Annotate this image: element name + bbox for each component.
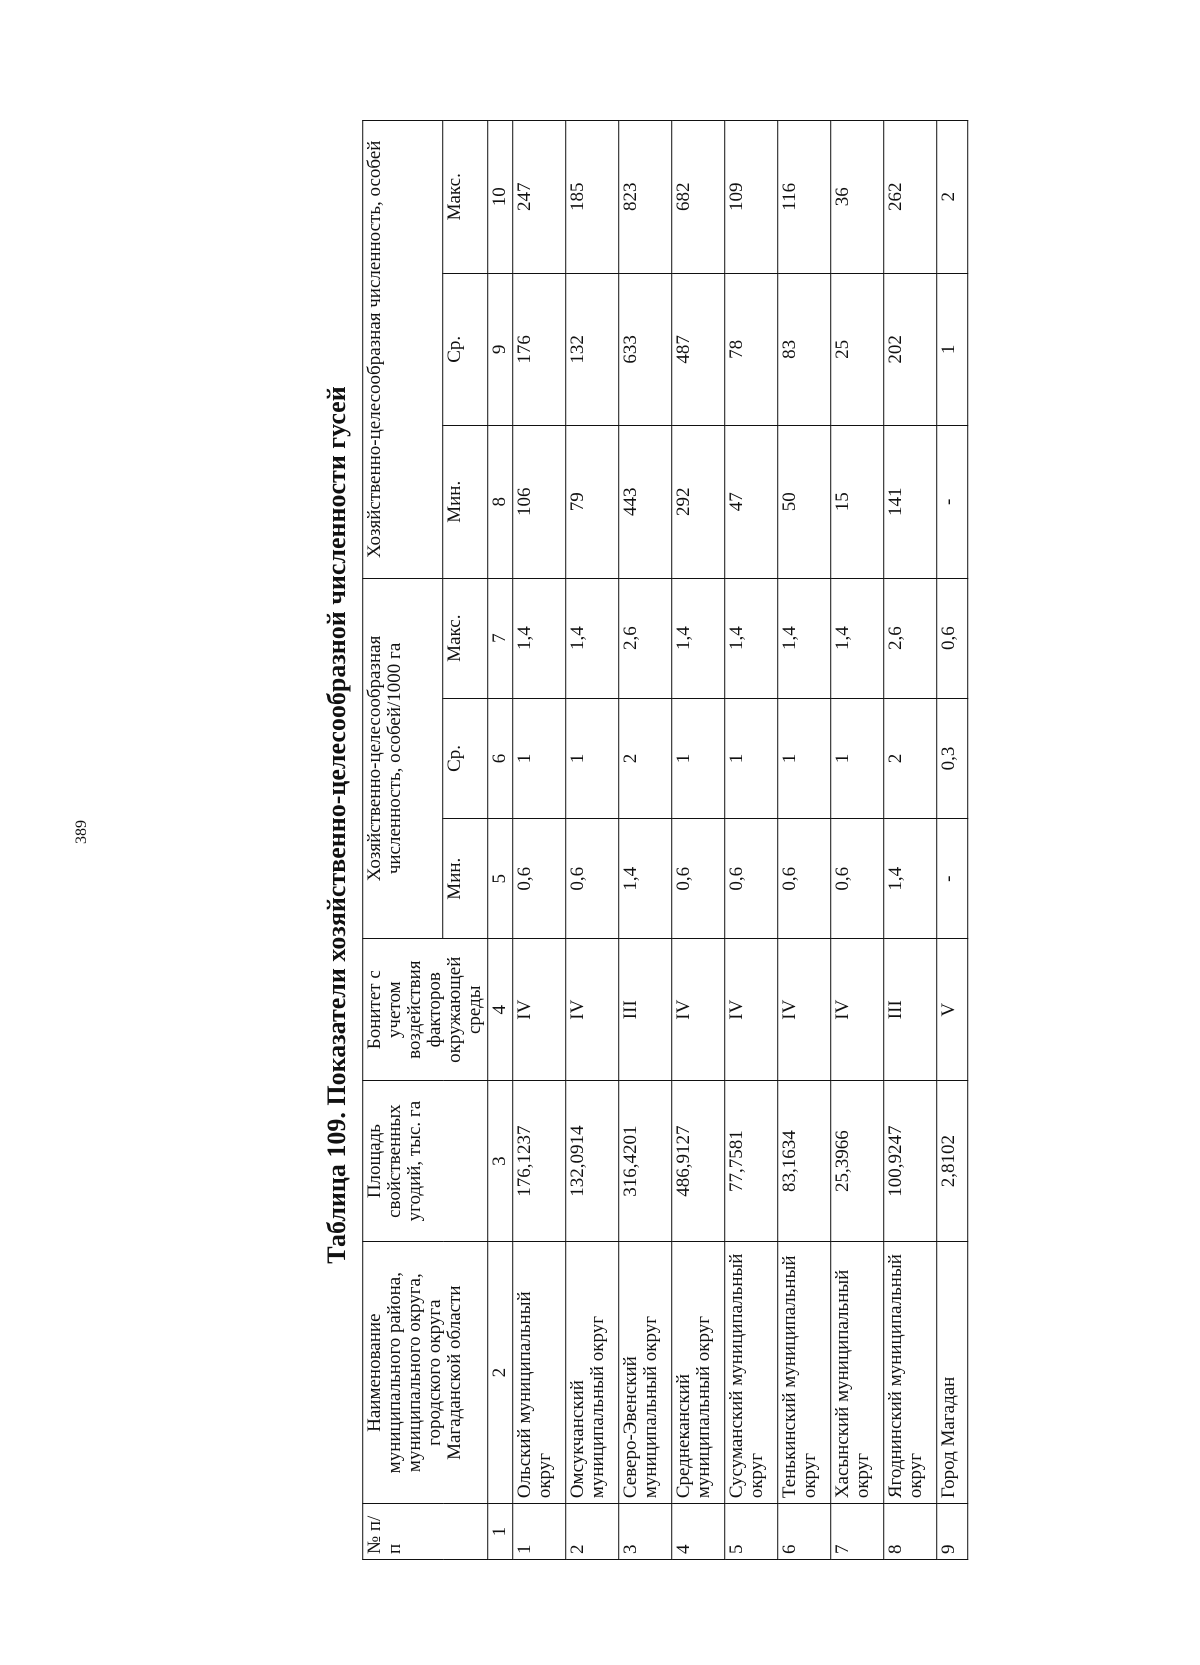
table-row [883, 121, 936, 1560]
header-name: Наименование муниципального района, муниципального округа, городского округа Магаданской области [363, 1242, 488, 1504]
cell-area: 25,3966 [830, 1081, 883, 1242]
table-row [777, 121, 830, 1560]
cell-bonitet: IV [565, 939, 618, 1081]
cell-count-min: 443 [618, 426, 671, 578]
column-number: 7 [487, 578, 512, 698]
header-area: Площадь свойственных угодий, тыс. га [363, 1081, 488, 1242]
cell-density-avg: 0,3 [936, 698, 967, 818]
cell-name: Ольский муниципальный округ [512, 1242, 565, 1504]
cell-count-max: 823 [618, 121, 671, 274]
cell-count-max: 247 [512, 121, 565, 274]
cell-density-min: 0,6 [512, 819, 565, 939]
column-number: 4 [487, 939, 512, 1081]
table-row [830, 121, 883, 1560]
cell-count-max: 116 [777, 121, 830, 274]
header-density-group: Хозяйственно-целесообразная численность, особей/1000 га [363, 578, 443, 939]
rotated-content [322, 120, 968, 1560]
cell-no: 7 [830, 1504, 883, 1560]
cell-name: Омсукчанский муниципальный округ [565, 1242, 618, 1504]
cell-count-max: 109 [724, 121, 777, 274]
cell-name: Сусуманский муниципальный округ [724, 1242, 777, 1504]
header-density-min: Мин. [443, 819, 488, 939]
cell-bonitet: IV [671, 939, 724, 1081]
header-bonitet: Бонитет с учетом воздействия факторов окружающей среды [363, 939, 488, 1081]
cell-density-avg: 2 [883, 698, 936, 818]
cell-name: Город Магадан [936, 1242, 967, 1504]
cell-density-avg: 1 [724, 698, 777, 818]
cell-count-avg: 633 [618, 273, 671, 425]
cell-density-min: 0,6 [777, 819, 830, 939]
cell-no: 9 [936, 1504, 967, 1560]
cell-count-max: 36 [830, 121, 883, 274]
column-number: 3 [487, 1081, 512, 1242]
cell-name: Хасынский муниципальный округ [830, 1242, 883, 1504]
cell-density-min: 1,4 [618, 819, 671, 939]
cell-bonitet: IV [830, 939, 883, 1081]
header-count-max: Макс. [443, 121, 488, 274]
cell-density-min: 0,6 [671, 819, 724, 939]
cell-density-min: 0,6 [565, 819, 618, 939]
column-number: 8 [487, 426, 512, 578]
cell-count-avg: 83 [777, 273, 830, 425]
cell-bonitet: III [618, 939, 671, 1081]
cell-area: 83,1634 [777, 1081, 830, 1242]
cell-name: Тенькинский муниципальный округ [777, 1242, 830, 1504]
cell-density-avg: 2 [618, 698, 671, 818]
cell-count-avg: 132 [565, 273, 618, 425]
cell-density-avg: 1 [671, 698, 724, 818]
cell-density-max: 2,6 [883, 578, 936, 698]
cell-bonitet: IV [777, 939, 830, 1081]
column-number: 9 [487, 273, 512, 425]
cell-count-avg: 1 [936, 273, 967, 425]
table-row [512, 121, 565, 1560]
cell-name: Северо-Эвенский муниципальный округ [618, 1242, 671, 1504]
cell-density-avg: 1 [830, 698, 883, 818]
cell-density-max: 1,4 [512, 578, 565, 698]
cell-bonitet: V [936, 939, 967, 1081]
goose-population-table [362, 120, 968, 1560]
column-number: 1 [487, 1504, 512, 1560]
table-row [618, 121, 671, 1560]
table-header [363, 121, 513, 1560]
cell-bonitet: III [883, 939, 936, 1081]
cell-count-max: 2 [936, 121, 967, 274]
column-number: 5 [487, 819, 512, 939]
cell-density-max: 1,4 [671, 578, 724, 698]
cell-area: 176,1237 [512, 1081, 565, 1242]
header-density-avg: Ср. [443, 698, 488, 818]
cell-bonitet: IV [512, 939, 565, 1081]
cell-area: 486,9127 [671, 1081, 724, 1242]
cell-density-max: 0,6 [936, 578, 967, 698]
cell-count-avg: 78 [724, 273, 777, 425]
cell-name: Среднеканский муниципальный округ [671, 1242, 724, 1504]
cell-area: 77,7581 [724, 1081, 777, 1242]
cell-count-max: 185 [565, 121, 618, 274]
cell-count-min: 50 [777, 426, 830, 578]
header-density-max: Макс. [443, 578, 488, 698]
table-row [671, 121, 724, 1560]
cell-area: 316,4201 [618, 1081, 671, 1242]
column-number: 6 [487, 698, 512, 818]
cell-no: 5 [724, 1504, 777, 1560]
cell-count-min: 15 [830, 426, 883, 578]
cell-count-max: 682 [671, 121, 724, 274]
column-number: 2 [487, 1242, 512, 1504]
cell-density-min: 1,4 [883, 819, 936, 939]
cell-density-max: 2,6 [618, 578, 671, 698]
cell-density-max: 1,4 [777, 578, 830, 698]
cell-count-avg: 176 [512, 273, 565, 425]
cell-count-min: - [936, 426, 967, 578]
cell-no: 2 [565, 1504, 618, 1560]
cell-count-min: 141 [883, 426, 936, 578]
cell-density-min: - [936, 819, 967, 939]
table-title: Таблица 109. Показатели хозяйственно-целесообразной численности гусей [322, 386, 352, 1264]
cell-count-min: 47 [724, 426, 777, 578]
table-row [936, 121, 967, 1560]
cell-density-avg: 1 [777, 698, 830, 818]
cell-name: Ягоднинский муниципальный округ [883, 1242, 936, 1504]
cell-count-max: 262 [883, 121, 936, 274]
column-number: 10 [487, 121, 512, 274]
cell-area: 100,9247 [883, 1081, 936, 1242]
header-count-avg: Ср. [443, 273, 488, 425]
cell-density-avg: 1 [565, 698, 618, 818]
header-no: № п/п [363, 1504, 488, 1560]
table-body [512, 121, 967, 1560]
cell-density-min: 0,6 [830, 819, 883, 939]
cell-density-min: 0,6 [724, 819, 777, 939]
cell-no: 1 [512, 1504, 565, 1560]
cell-no: 3 [618, 1504, 671, 1560]
cell-area: 132,0914 [565, 1081, 618, 1242]
table-row [565, 121, 618, 1560]
cell-area: 2,8102 [936, 1081, 967, 1242]
cell-bonitet: IV [724, 939, 777, 1081]
cell-count-min: 292 [671, 426, 724, 578]
cell-count-avg: 202 [883, 273, 936, 425]
cell-density-max: 1,4 [724, 578, 777, 698]
header-count-group: Хозяйственно-целесообразная численность, особей [363, 121, 443, 579]
page-number: 389 [73, 820, 90, 844]
header-count-min: Мин. [443, 426, 488, 578]
column-number-row [487, 121, 512, 1560]
cell-count-min: 106 [512, 426, 565, 578]
table-row [724, 121, 777, 1560]
cell-count-min: 79 [565, 426, 618, 578]
cell-count-avg: 487 [671, 273, 724, 425]
cell-no: 8 [883, 1504, 936, 1560]
cell-density-avg: 1 [512, 698, 565, 818]
cell-density-max: 1,4 [565, 578, 618, 698]
cell-no: 4 [671, 1504, 724, 1560]
cell-density-max: 1,4 [830, 578, 883, 698]
cell-no: 6 [777, 1504, 830, 1560]
cell-count-avg: 25 [830, 273, 883, 425]
